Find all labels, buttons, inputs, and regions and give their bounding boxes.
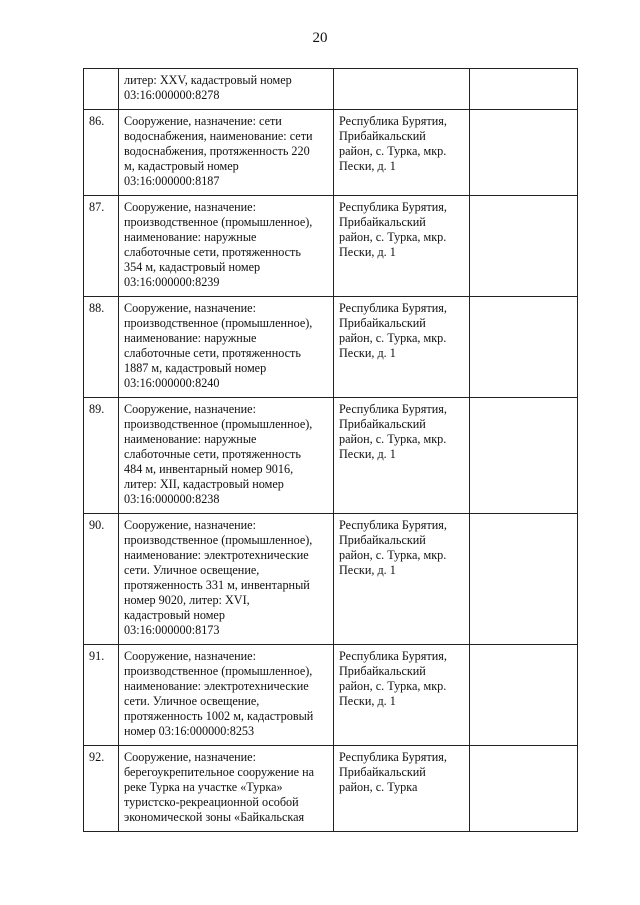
- row-description: Сооружение, назначение: сети водоснабжения, наименование: сети водоснабжения, протяженность 220 м, кадастровый номер 03:16:000000:8187: [119, 110, 334, 196]
- row-address: Республика Бурятия, Прибайкальский район, с. Турка, мкр. Пески, д. 1: [334, 398, 470, 514]
- row-description: литер: XXV, кадастровый номер 03:16:000000:8278: [119, 69, 334, 110]
- row-extra: [470, 110, 578, 196]
- row-extra: [470, 746, 578, 832]
- property-table: [83, 68, 578, 832]
- row-description: Сооружение, назначение: производственное (промышленное), наименование: электротехнические сети. Уличное освещение, протяженность 331 м, инвентарный номер 9020, литер: XVI, кадастровый номер 03:16:000000:8173: [119, 514, 334, 645]
- table-row: [84, 297, 578, 398]
- row-address: Республика Бурятия, Прибайкальский район, с. Турка: [334, 746, 470, 832]
- row-extra: [470, 297, 578, 398]
- table-row: [84, 398, 578, 514]
- row-number: 92.: [84, 746, 119, 832]
- row-extra: [470, 398, 578, 514]
- row-description: Сооружение, назначение: производственное (промышленное), наименование: наружные слаботочные сети, протяженность 484 м, инвентарный номер 9016, литер: XII, кадастровый номер 03:16:000000:8238: [119, 398, 334, 514]
- table-row: [84, 69, 578, 110]
- row-extra: [470, 69, 578, 110]
- table-row: [84, 110, 578, 196]
- row-extra: [470, 645, 578, 746]
- row-address: Республика Бурятия, Прибайкальский район, с. Турка, мкр. Пески, д. 1: [334, 645, 470, 746]
- property-table-body: [84, 69, 578, 832]
- row-extra: [470, 514, 578, 645]
- row-address: Республика Бурятия, Прибайкальский район, с. Турка, мкр. Пески, д. 1: [334, 196, 470, 297]
- row-address: Республика Бурятия, Прибайкальский район, с. Турка, мкр. Пески, д. 1: [334, 297, 470, 398]
- row-number: 89.: [84, 398, 119, 514]
- row-description: Сооружение, назначение: производственное (промышленное), наименование: наружные слаботочные сети, протяженность 1887 м, кадастровый номер 03:16:000000:8240: [119, 297, 334, 398]
- row-address: Республика Бурятия, Прибайкальский район, с. Турка, мкр. Пески, д. 1: [334, 110, 470, 196]
- row-number: 87.: [84, 196, 119, 297]
- row-extra: [470, 196, 578, 297]
- row-number: 88.: [84, 297, 119, 398]
- page-number: 20: [312, 30, 328, 46]
- row-number: 90.: [84, 514, 119, 645]
- row-number: [84, 69, 119, 110]
- table-row: [84, 196, 578, 297]
- table-row: [84, 746, 578, 832]
- row-address: [334, 69, 470, 110]
- row-address: Республика Бурятия, Прибайкальский район, с. Турка, мкр. Пески, д. 1: [334, 514, 470, 645]
- row-number: 91.: [84, 645, 119, 746]
- row-description: Сооружение, назначение: производственное (промышленное), наименование: наружные слаботочные сети, протяженность 354 м, кадастровый номер 03:16:000000:8239: [119, 196, 334, 297]
- table-row: [84, 645, 578, 746]
- row-description: Сооружение, назначение: производственное (промышленное), наименование: электротехнические сети. Уличное освещение, протяженность 1002 м, кадастровый номер 03:16:000000:8253: [119, 645, 334, 746]
- row-description: Сооружение, назначение: берегоукрепительное сооружение на реке Турка на участке «Турка» туристско-рекреационной особой экономической зоны «Байкальская: [119, 746, 334, 832]
- table-row: [84, 514, 578, 645]
- row-number: 86.: [84, 110, 119, 196]
